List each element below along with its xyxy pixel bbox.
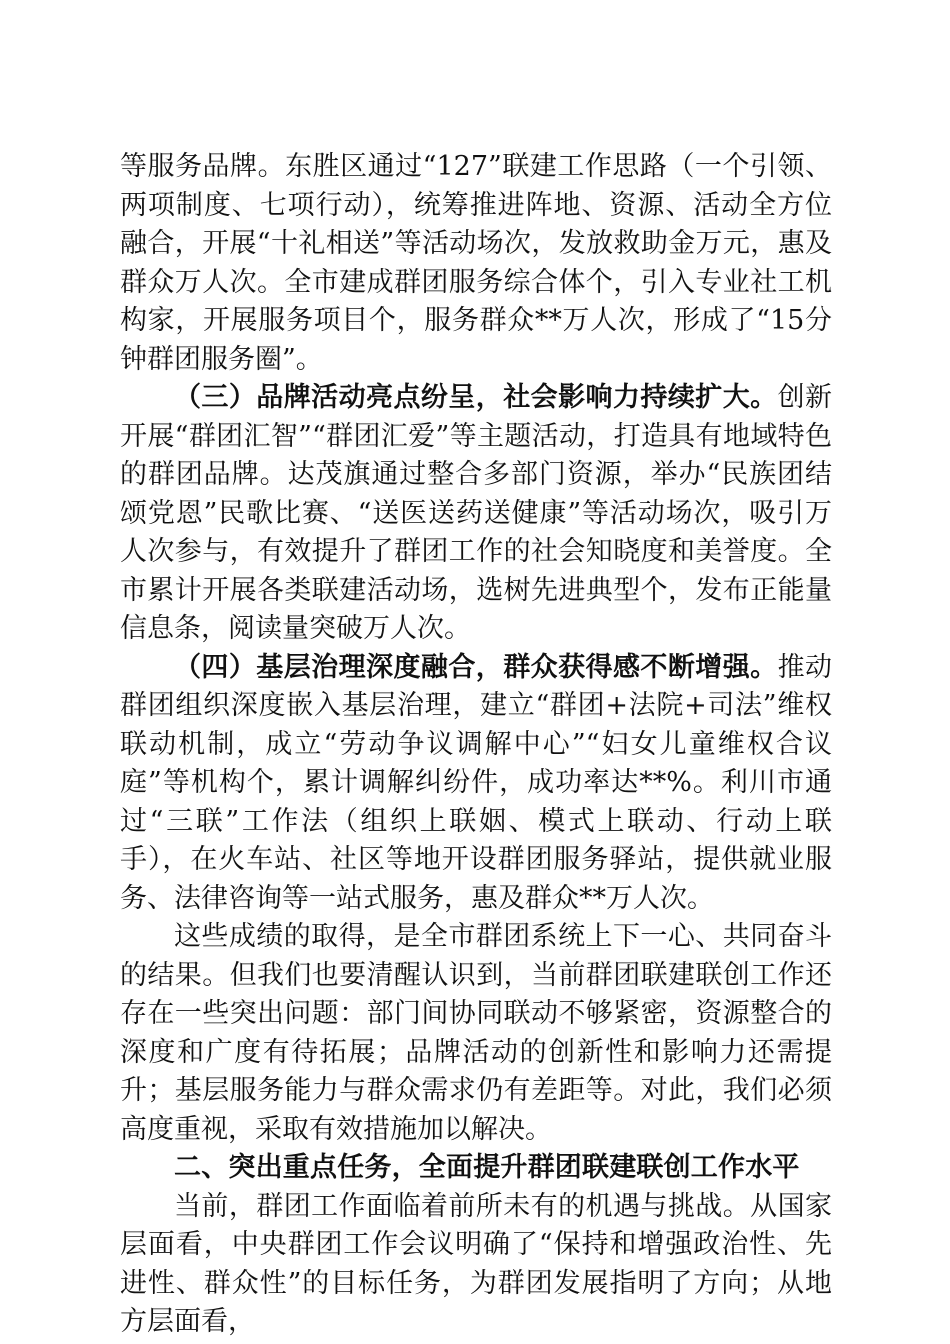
section-lead-four: （四）基层治理深度融合，群众获得感不断增强。 xyxy=(174,651,778,683)
paragraph-service-brands xyxy=(120,148,832,379)
paragraph-text: 等服务品牌。东胜区通过“127”联建工作思路（一个引领、两项制度、七项行动），统筹推进阵地、资源、活动全方位融合，开展“十礼相送”等活动场次，发放救助金万元，惠及群众万人次。全市建成群团服务综合体个，引入专业社工机构家，开展服务项目个，服务群众**万人次，形成了“15分钟群团服务圈”。 xyxy=(120,151,832,375)
paragraph-text: 这些成绩的取得，是全市群团系统上下一心、共同奋斗的结果。但我们也要清醒认识到，当前群团联建联创工作还存在一些突出问题：部门间协同联动不够紧密，资源整合的深度和广度有待拓展；品牌活动的创新性和影响力还需提升；基层服务能力与群众需求仍有差距等。对此，我们必须高度重视，采取有效措施加以解决。 xyxy=(120,921,832,1145)
section-lead-three: （三）品牌活动亮点纷呈，社会影响力持续扩大。 xyxy=(174,382,778,413)
paragraph-text: 当前，群团工作面临着前所未有的机遇与挑战。从国家层面看，中央群团工作会议明确了“保持和增强政治性、先进性、群众性”的目标任务，为群团发展指明了方向；从地方层面看， xyxy=(120,1190,832,1337)
paragraph-achievements-problems xyxy=(120,918,832,1149)
paragraph-text: 推动群团组织深度嵌入基层治理，建立“群团+法院+司法”维权联动机制，成立“劳动争议调解中心”“妇女儿童维权合议庭”等机构个，累计调解纠纷件，成功率达**%。利川市通过“三联”工作法（组织上联姻、模式上联动、行动上联手），在火车站、社区等地开设群团服务驿站，提供就业服务、法律咨询等一站式服务，惠及群众**万人次。 xyxy=(120,651,833,914)
section-heading-two: 二、突出重点任务，全面提升群团联建联创工作水平 xyxy=(174,1152,800,1183)
paragraph-grassroots-governance xyxy=(120,649,832,919)
paragraph-opportunities xyxy=(120,1188,832,1342)
paragraph-text: 创新开展“群团汇智”“群团汇爱”等主题活动，打造具有地域特色的群团品牌。达茂旗通过整合多部门资源，举办“民族团结颂党恩”民歌比赛、“送医送药送健康”等活动场次，吸引万人次参与，有效提升了群团工作的社会知晓度和美誉度。全市累计开展各类联建活动场，选树先进典型个，发布正能量信息条，阅读量突破万人次。 xyxy=(120,382,833,644)
document-body xyxy=(120,148,832,1342)
paragraph-brand-activities xyxy=(120,379,832,649)
